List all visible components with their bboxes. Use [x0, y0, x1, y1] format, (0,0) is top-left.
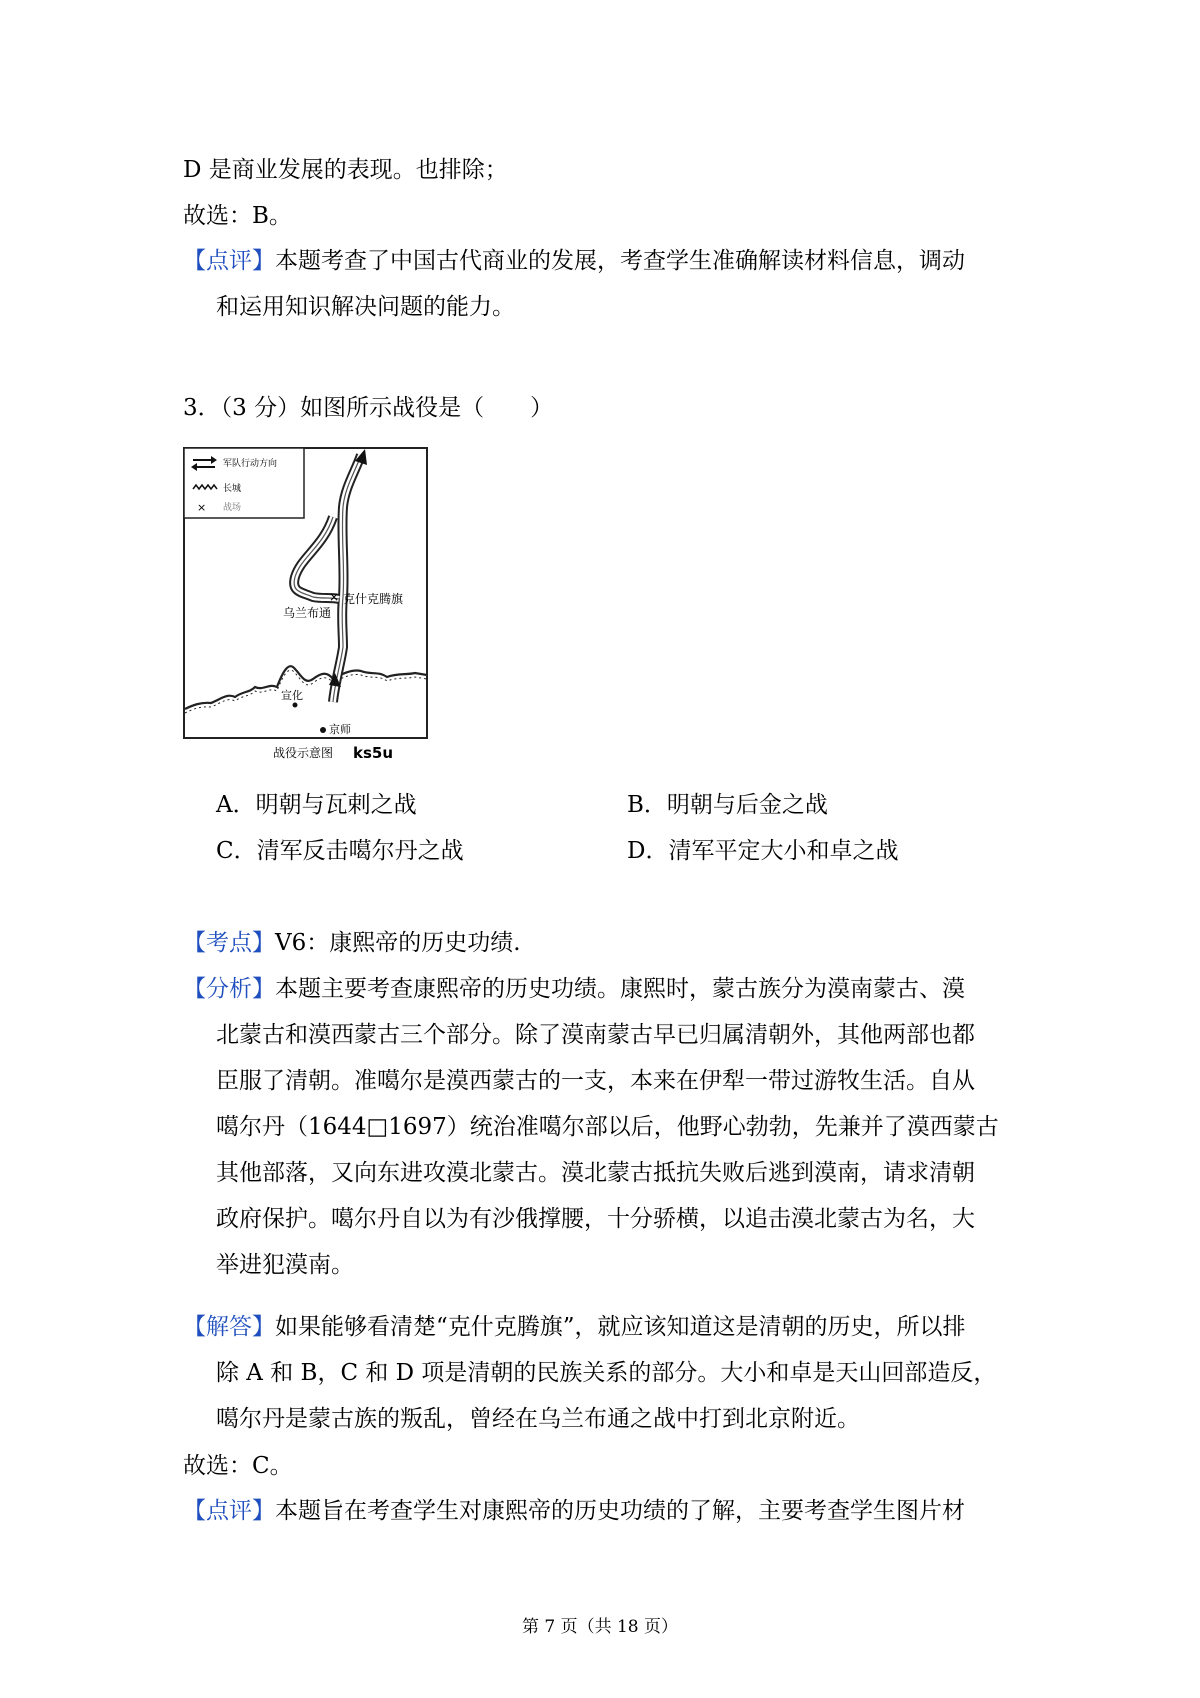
option-d: D．清军平定大小和卓之战 [627, 838, 899, 864]
question-stem: 3．（3 分）如图所示战役是（ ） [183, 395, 554, 421]
fenxi-continuation: 举进犯漠南。 [216, 1252, 354, 1278]
xuanhua-marker [293, 703, 298, 708]
map-watermark: ks5u [353, 744, 394, 762]
text-line: D 是商业发展的表现。也排除； [183, 157, 508, 183]
map-caption: 战役示意图 [273, 746, 334, 760]
option-a: A．明朝与瓦剌之战 [216, 792, 417, 818]
legend-label-wall: 长城 [223, 484, 242, 494]
dianping-text: 本题旨在考查学生对康熙帝的历史功绩的了解，主要考查学生图片材 [275, 1498, 965, 1524]
fenxi-line [183, 974, 965, 1004]
battle-map-figure [183, 447, 428, 765]
jieda-continuation: 除 A 和 B，C 和 D 项是清朝的民族关系的部分。大小和卓是天山回部造反， [216, 1360, 997, 1386]
fenxi-continuation: 臣服了清朝。准噶尔是漠西蒙古的一支，本来在伊犁一带过游牧生活。自从 [216, 1068, 975, 1094]
legend-label-direction: 军队行动方向 [223, 459, 278, 469]
dianping-tag: 【点评】 [183, 1498, 275, 1524]
kaodian-line [183, 928, 521, 958]
label-jingshi: 京师 [329, 723, 351, 736]
legend-label-battle: 战场 [223, 503, 242, 513]
label-keshiketengqi: 克什克腾旗 [343, 592, 404, 606]
jieda-text: 如果能够看清楚“克什克腾旗”，就应该知道这是清朝的历史，所以排 [275, 1314, 966, 1340]
fenxi-tag: 【分析】 [183, 976, 275, 1002]
page-footer: 第 7 页（共 18 页） [521, 1617, 679, 1637]
option-b: B．明朝与后金之战 [627, 792, 828, 818]
comment-tag: 【点评】 [183, 248, 275, 274]
comment-line [183, 246, 965, 276]
fenxi-continuation: 其他部落，又向东进攻漠北蒙古。漠北蒙古抵抗失败后逃到漠南，请求清朝 [216, 1160, 975, 1186]
comment-text: 本题考查了中国古代商业的发展，考查学生准确解读材料信息，调动 [275, 248, 965, 274]
answer-line: 故选：B。 [183, 203, 292, 229]
dianping-line [183, 1496, 965, 1526]
fenxi-continuation: 政府保护。噶尔丹自以为有沙俄撑腰，十分骄横，以追击漠北蒙古为名，大 [216, 1206, 975, 1232]
jieda-continuation: 噶尔丹是蒙古族的叛乱，曾经在乌兰布通之战中打到北京附近。 [216, 1406, 860, 1432]
fenxi-continuation: 噶尔丹（1644□1697）统治准噶尔部以后，他野心勃勃，先兼并了漠西蒙古 [216, 1114, 999, 1140]
answer-line: 故选：C。 [183, 1453, 293, 1479]
fenxi-continuation: 北蒙古和漠西蒙古三个部分。除了漠南蒙古早已归属清朝外，其他两部也都 [216, 1022, 975, 1048]
kaodian-tag: 【考点】 [183, 930, 275, 956]
legend-battle-icon: × [197, 501, 207, 514]
fenxi-text: 本题主要考查康熙帝的历史功绩。康熙时，蒙古族分为漠南蒙古、漠 [275, 976, 965, 1002]
comment-continuation: 和运用知识解决问题的能力。 [216, 294, 515, 320]
jieda-tag: 【解答】 [183, 1314, 275, 1340]
battle-map [183, 447, 428, 765]
capital-marker [320, 727, 326, 733]
option-c: C．清军反击噶尔丹之战 [216, 838, 464, 864]
label-xuanhua: 宣化 [281, 689, 303, 702]
jieda-line [183, 1312, 966, 1342]
battle-marker-icon: × [329, 590, 340, 604]
kaodian-text: V6：康熙帝的历史功绩. [275, 930, 521, 956]
label-wulanbutong: 乌兰布通 [283, 606, 332, 620]
